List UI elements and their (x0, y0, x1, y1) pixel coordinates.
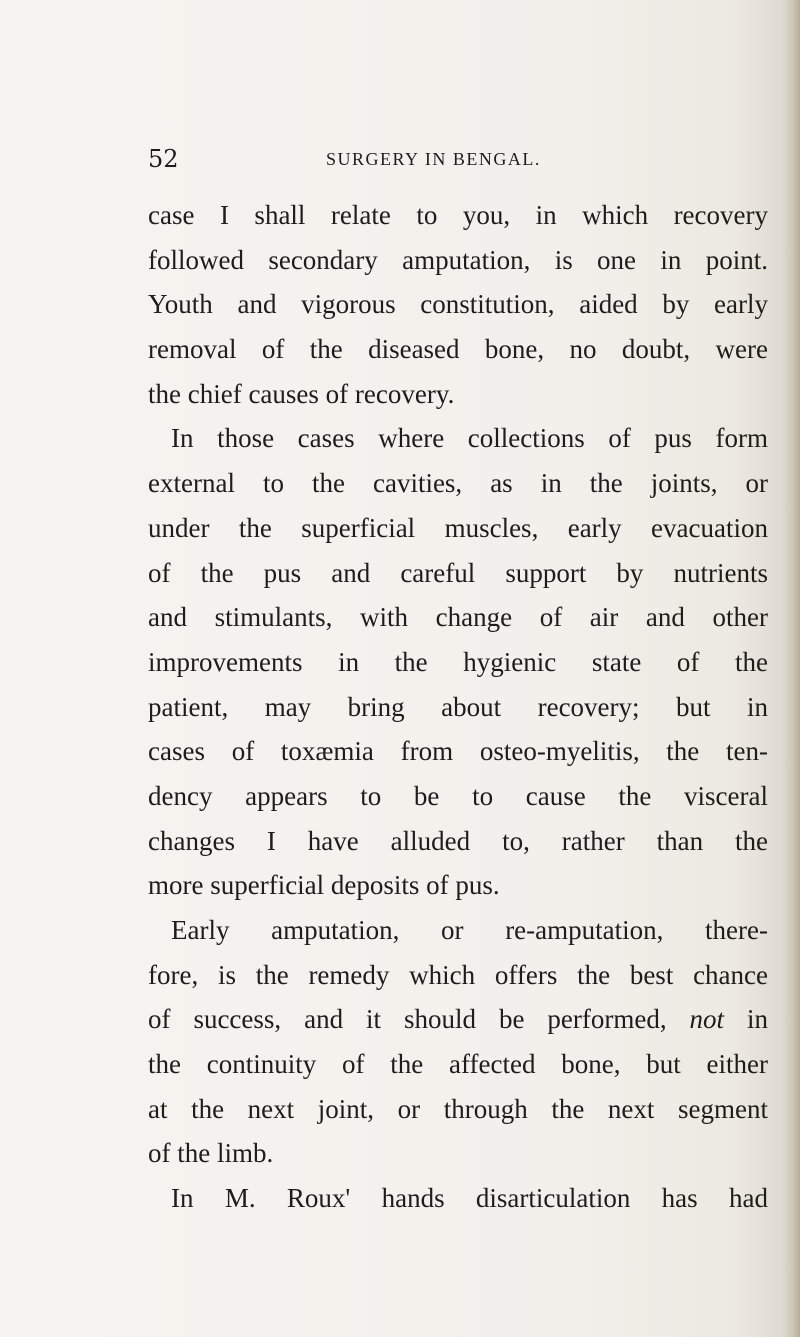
running-title: SURGERY IN BENGAL. (326, 149, 541, 169)
text-line: removal of the diseased bone, no doubt, were (148, 334, 768, 365)
page-number: 52 (148, 145, 179, 173)
text-line-start: of success, and it should be performed, (148, 1004, 667, 1035)
text-line: case I shall relate to you, in which recovery (148, 200, 768, 230)
text-line: In those cases where collections of pus form (171, 423, 768, 454)
text-line: patient, may bring about recovery; but in (148, 691, 768, 722)
text-line: Early amputation, or re-amputation, there- (171, 915, 768, 945)
text-line: In M. Roux' hands disarticulation has had (171, 1183, 768, 1214)
running-head (148, 145, 618, 175)
text-line: and stimulants, with change of air and other (148, 602, 768, 633)
text-line: dency appears to be to cause the visceral (148, 780, 768, 811)
text-line: the chief causes of recovery. (148, 378, 455, 409)
text-line: external to the cavities, as in the joints, or (148, 468, 768, 499)
text-line: more superficial deposits of pus. (148, 870, 500, 901)
text-line: the continuity of the affected bone, but either (148, 1049, 768, 1080)
text-line: of the limb. (148, 1138, 274, 1169)
page-edge-shadow (782, 0, 800, 1337)
body-text (148, 193, 768, 1221)
text-line: changes I have alluded to, rather than the (148, 825, 768, 856)
text-line: of the pus and careful support by nutrients (148, 557, 768, 588)
text-line: under the superficial muscles, early evacuation (148, 512, 768, 543)
italic-emphasis: not (689, 1004, 725, 1035)
text-line: followed secondary amputation, is one in point. (148, 244, 768, 275)
text-line-with-italic (148, 997, 768, 1042)
text-line: Youth and vigorous constitution, aided by early (148, 289, 768, 320)
text-line: improvements in the hygienic state of the (148, 646, 768, 677)
text-line: at the next joint, or through the next segment (148, 1093, 768, 1124)
text-line: cases of toxæmia from osteo-myelitis, the ten- (148, 736, 768, 767)
text-line-end: in (747, 1004, 769, 1035)
text-line: fore, is the remedy which offers the best chance (148, 959, 768, 990)
